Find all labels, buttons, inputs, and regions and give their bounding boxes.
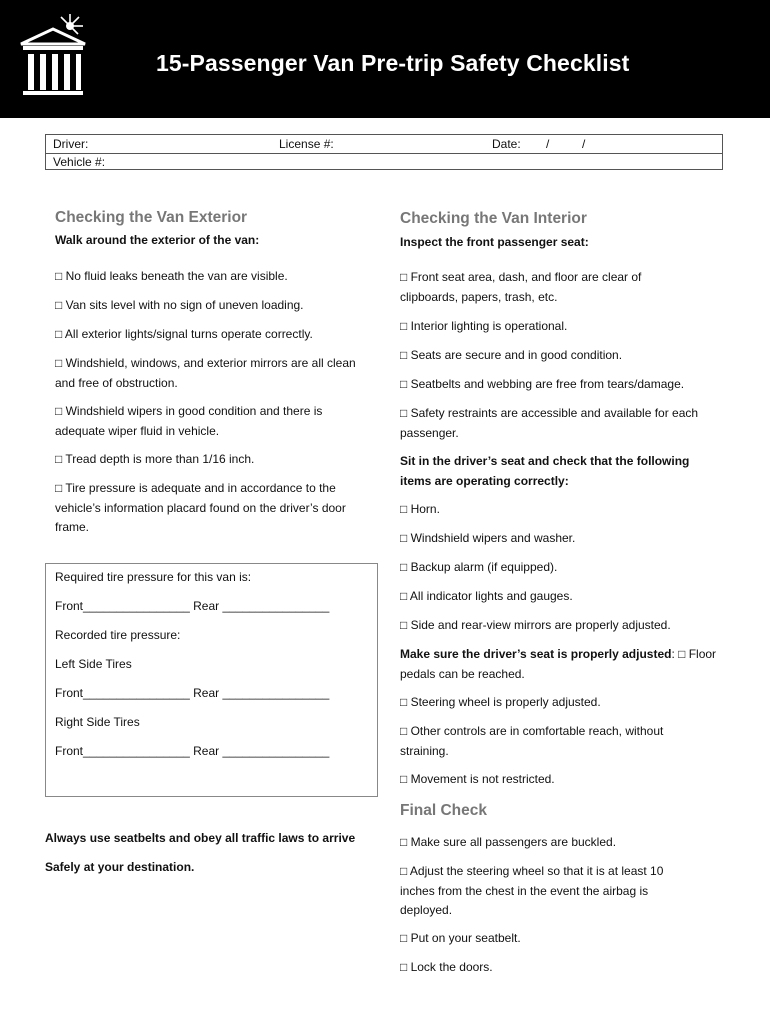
driver-seat-subheading: Sit in the driver’s seat and check that the following items are operating correctly: [400,454,690,488]
exterior-heading: Checking the Van Exterior [55,209,248,226]
interior-subheading: Inspect the front passenger seat: [400,235,589,249]
exterior-subheading: Walk around the exterior of the van: [55,233,260,247]
checklist-item[interactable]: □ Tire pressure is adequate and in accordance to the vehicle’s information placard found on the driver’s door frame. [55,481,346,534]
checklist-item[interactable]: □ Side and rear-view mirrors are properly adjusted. [400,618,671,632]
checklist-item[interactable]: □ Lock the doors. [400,960,493,974]
right-front-rear-fields[interactable]: Front________________ Rear ________________ [55,744,330,758]
interior-heading: Checking the Van Interior [400,210,587,227]
vehicle-field[interactable]: Vehicle #: [53,155,106,169]
checklist-item[interactable]: □ Windshield wipers in good condition and there is adequate wiper fluid in vehicle. [55,404,323,438]
right-side-label: Right Side Tires [55,715,140,729]
checklist-item[interactable]: □ Tread depth is more than 1/16 inch. [55,452,255,466]
page-title: 15-Passenger Van Pre-trip Safety Checklist [156,50,630,76]
checklist-item[interactable]: □ No fluid leaks beneath the van are visible. [55,269,288,283]
info-divider [46,153,722,154]
date-field[interactable]: Date: [492,137,521,151]
checklist-item[interactable]: □ Horn. [400,502,440,516]
building-columns-icon [18,12,88,97]
checklist-item[interactable]: □ Other controls are in comfortable reach, without straining. [400,724,664,758]
checklist-item[interactable]: □ Put on your seatbelt. [400,931,521,945]
header-banner [0,0,770,118]
final-check-heading: Final Check [400,802,487,819]
closing-line-1: Always use seatbelts and obey all traffic laws to arrive [45,831,356,845]
checklist-item[interactable]: □ Make sure all passengers are buckled. [400,835,617,849]
checklist-item[interactable]: □ All exterior lights/signal turns operate correctly. [55,327,313,341]
checklist-item[interactable]: □ Safety restraints are accessible and available for each passenger. [400,406,699,440]
driver-field[interactable]: Driver: [53,137,89,151]
closing-line-2: Safely at your destination. [45,860,195,874]
date-separator: / [546,137,550,151]
checklist-item[interactable]: □ Windshield wipers and washer. [400,531,576,545]
checklist-item[interactable]: □ Front seat area, dash, and floor are clear of clipboards, papers, trash, etc. [400,270,642,304]
checklist-item[interactable]: □ Seatbelts and webbing are free from tears/damage. [400,377,685,391]
checklist-item[interactable]: □ Interior lighting is operational. [400,319,568,333]
seat-adjust-rest: : □ Floor pedals can be reached. [400,647,717,681]
required-pressure-label: Required tire pressure for this van is: [55,570,252,584]
seat-adjust-item[interactable] [400,645,720,684]
checklist-item[interactable]: □ Van sits level with no sign of uneven loading. [55,298,304,312]
checklist-item[interactable]: □ Adjust the steering wheel so that it is at least 10 inches from the chest in the event the airbag is deployed. [400,864,664,917]
checklist-item[interactable]: □ Seats are secure and in good condition. [400,348,623,362]
checklist-item[interactable]: □ Steering wheel is properly adjusted. [400,695,601,709]
checklist-item[interactable]: □ Movement is not restricted. [400,772,555,786]
recorded-pressure-label: Recorded tire pressure: [55,628,181,642]
license-field[interactable]: License #: [279,137,334,151]
required-front-rear-fields[interactable]: Front________________ Rear ________________ [55,599,330,613]
checklist-item[interactable]: □ Windshield, windows, and exterior mirrors are all clean and free of obstruction. [55,356,356,390]
driver-info-box [45,134,723,170]
seat-adjust-bold: Make sure the driver’s seat is properly adjusted [400,647,672,661]
checklist-item[interactable]: □ Backup alarm (if equipped). [400,560,558,574]
date-separator: / [582,137,586,151]
left-front-rear-fields[interactable]: Front________________ Rear ________________ [55,686,330,700]
checklist-item[interactable]: □ All indicator lights and gauges. [400,589,573,603]
tire-pressure-box [45,563,378,797]
left-side-label: Left Side Tires [55,657,132,671]
